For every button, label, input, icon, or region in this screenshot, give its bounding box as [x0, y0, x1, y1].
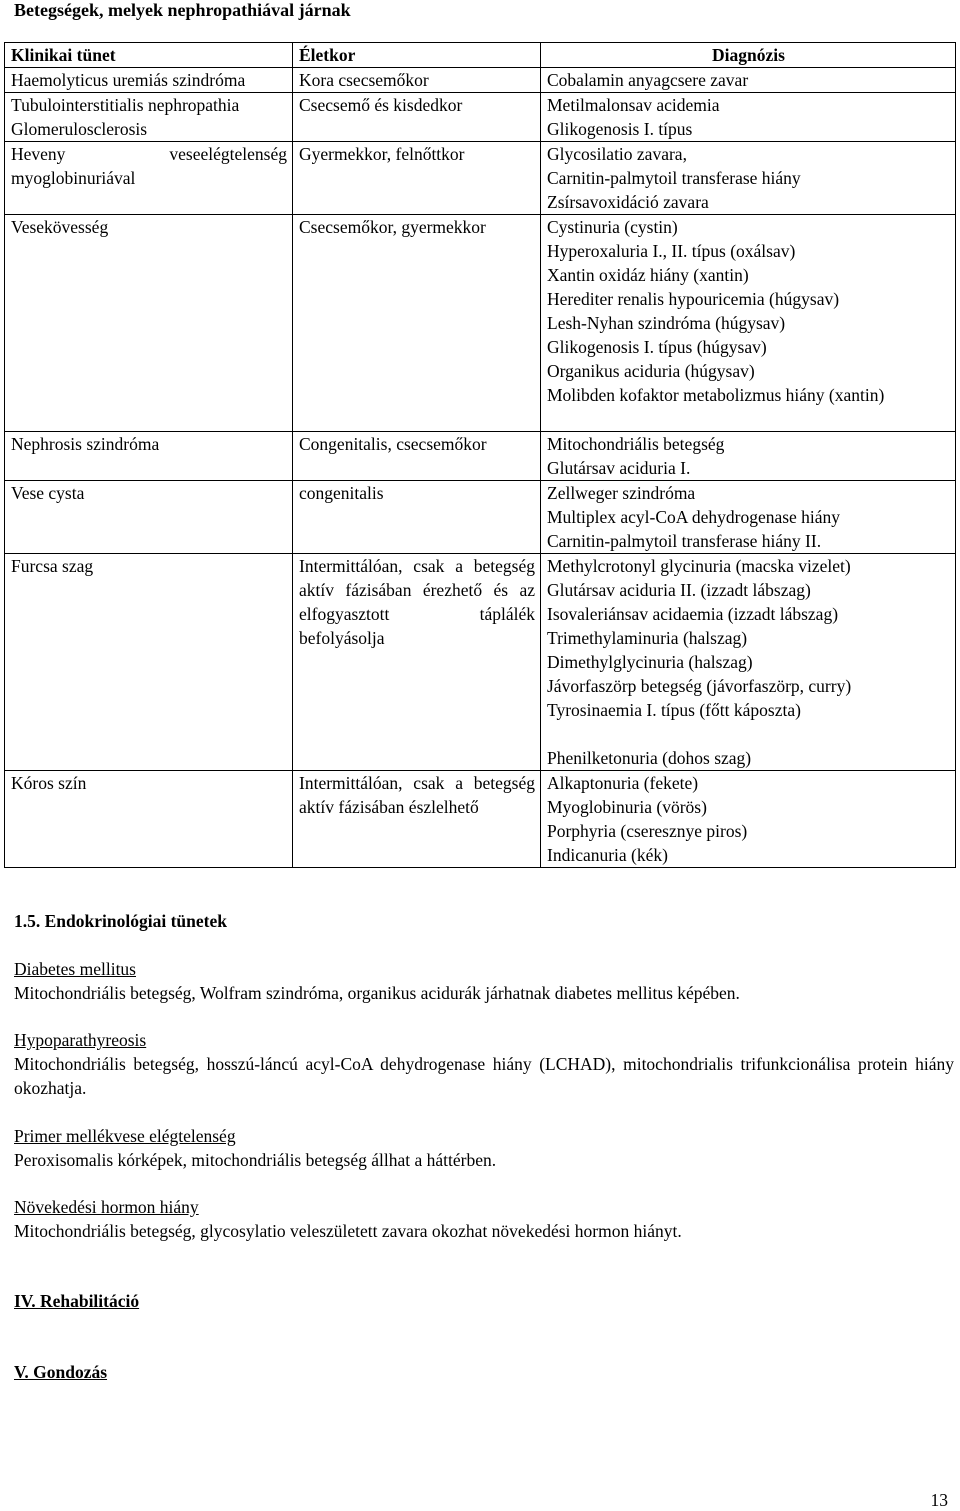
symptom-text: Glomerulosclerosis [11, 119, 148, 139]
age-cell [293, 93, 541, 142]
symptom-cell [5, 68, 293, 93]
symptom-text: Haemolyticus uremiás szindróma [11, 70, 246, 90]
diagnosis-cell [541, 554, 956, 771]
symptom-cell [5, 93, 293, 142]
paragraph-title: Hypoparathyreosis [14, 1030, 147, 1050]
diagnosis-item: Tyrosinaemia I. típus (főtt káposzta) [547, 700, 801, 720]
symptom-text: Kóros szín [11, 773, 87, 793]
age-cell [293, 771, 541, 868]
age-cell [293, 142, 541, 215]
paragraph-growth-hormone [14, 1195, 954, 1243]
age-text: Intermittálóan, csak a betegség aktív fázisában érezhető és az elfogyasztott táplálék befolyásolja [299, 556, 535, 648]
diagnosis-item: Herediter renalis hypouricemia (húgysav) [547, 289, 840, 309]
age-text: Intermittálóan, csak a betegség aktív fázisában észlelhető [299, 773, 535, 817]
paragraph-text: Mitochondriális betegség, glycosylatio veleszületett zavara okozhat növekedési hormon hiányt. [14, 1221, 682, 1241]
diagnosis-item: Metilmalonsav acidemia [547, 95, 720, 115]
table-row [5, 215, 956, 432]
diagnosis-item: Glikogenosis I. típus (húgysav) [547, 337, 767, 357]
table-row [5, 481, 956, 554]
diagnosis-cell [541, 771, 956, 868]
diagnosis-item: Zellweger szindróma [547, 483, 696, 503]
symptom-text: Furcsa szag [11, 556, 94, 576]
symptom-text: Vesekövesség [11, 217, 109, 237]
diagnosis-cell [541, 93, 956, 142]
diagnosis-item: Carnitin-palmytoil transferase hiány [547, 168, 801, 188]
diagnosis-item [547, 722, 950, 746]
age-cell [293, 554, 541, 771]
table-row [5, 432, 956, 481]
symptom-text: Nephrosis szindróma [11, 434, 160, 454]
diagnosis-item: Isovaleriánsav acidaemia (izzadt lábszag) [547, 604, 839, 624]
table-header-row [5, 43, 956, 68]
table-row [5, 554, 956, 771]
paragraph-title: Diabetes mellitus [14, 959, 136, 979]
diagnosis-cell [541, 432, 956, 481]
diagnosis-item: Cystinuria (cystin) [547, 217, 678, 237]
symptom-cell [5, 215, 293, 432]
age-text: Gyermekkor, felnőttkor [299, 144, 465, 164]
table-row [5, 93, 956, 142]
diagnosis-item: Multiplex acyl-CoA dehydrogenase hiány [547, 507, 841, 527]
diagnosis-cell [541, 215, 956, 432]
symptom-cell [5, 481, 293, 554]
symptom-cell [5, 771, 293, 868]
age-cell [293, 68, 541, 93]
diagnosis-item: Glycosilatio zavara, [547, 144, 687, 164]
diagnosis-item: Phenilketonuria (dohos szag) [547, 748, 752, 768]
diagnosis-item: Lesh-Nyhan szindróma (húgysav) [547, 313, 786, 333]
diagnosis-item: Trimethylaminuria (halszag) [547, 628, 748, 648]
diagnosis-item: Alkaptonuria (fekete) [547, 773, 699, 793]
page-heading: Betegségek, melyek nephropathiával járnak [14, 0, 351, 20]
header-age: Életkor [293, 43, 541, 68]
paragraph-text: Mitochondriális betegség, hosszú-láncú acyl-CoA dehydrogenase hiány (LCHAD), mitochondrialis trifunkcionálisa protein hiány okozhatja. [14, 1054, 954, 1098]
paragraph-diabetes [14, 957, 954, 1005]
section-title-endocrine: 1.5. Endokrinológiai tünetek [14, 911, 227, 931]
age-text: Csecsemő és kisdedkor [299, 95, 463, 115]
diagnosis-cell [541, 68, 956, 93]
diagnosis-item: Carnitin-palmytoil transferase hiány II. [547, 531, 822, 551]
diagnosis-item: Zsírsavoxidáció zavara [547, 192, 709, 212]
diagnosis-cell [541, 481, 956, 554]
diagnosis-item: Xantin oxidáz hiány (xantin) [547, 265, 749, 285]
diagnosis-item: Glikogenosis I. típus [547, 119, 693, 139]
table-row [5, 142, 956, 215]
table-row [5, 771, 956, 868]
age-cell [293, 432, 541, 481]
diagnosis-item: Molibden kofaktor metabolizmus hiány (xantin) [547, 385, 885, 405]
symptom-text: Heveny veseelégtelenség myoglobinuriával [11, 144, 287, 188]
diagnosis-item: Myoglobinuria (vörös) [547, 797, 707, 817]
diagnosis-item: Porphyria (cseresznye piros) [547, 821, 748, 841]
symptom-text: Tubulointerstitialis nephropathia [11, 95, 240, 115]
paragraph-adrenal [14, 1124, 954, 1172]
diagnosis-item: Jávorfaszörp betegség (jávorfaszörp, curry) [547, 676, 852, 696]
symptom-cell [5, 554, 293, 771]
diagnosis-item: Cobalamin anyagcsere zavar [547, 70, 749, 90]
age-cell [293, 481, 541, 554]
age-cell [293, 215, 541, 432]
header-symptom: Klinikai tünet [5, 43, 293, 68]
section-title-rehabilitation: IV. Rehabilitáció [14, 1291, 140, 1311]
paragraph-hypoparathyreosis [14, 1028, 954, 1100]
section-title-care: V. Gondozás [14, 1362, 108, 1382]
table-row [5, 68, 956, 93]
age-text: Csecsemőkor, gyermekkor [299, 217, 486, 237]
symptom-text: Vese cysta [11, 483, 85, 503]
diagnosis-item: Hyperoxaluria I., II. típus (oxálsav) [547, 241, 796, 261]
diagnosis-item: Methylcrotonyl glycinuria (macska vizelet) [547, 556, 851, 576]
paragraph-text: Peroxisomalis kórképek, mitochondriális betegség állhat a háttérben. [14, 1150, 497, 1170]
disease-table [4, 42, 956, 868]
age-text: congenitalis [299, 483, 384, 503]
diagnosis-cell [541, 142, 956, 215]
header-diagnosis: Diagnózis [541, 43, 956, 68]
diagnosis-item: Glutársav aciduria I. [547, 458, 691, 478]
diagnosis-item: Dimethylglycinuria (halszag) [547, 652, 753, 672]
paragraph-title: Primer mellékvese elégtelenség [14, 1126, 236, 1146]
diagnosis-item: Mitochondriális betegség [547, 434, 725, 454]
symptom-cell [5, 432, 293, 481]
diagnosis-item: Glutársav aciduria II. (izzadt lábszag) [547, 580, 811, 600]
paragraph-title: Növekedési hormon hiány [14, 1197, 199, 1217]
page-number: 13 [930, 1490, 948, 1510]
paragraph-text: Mitochondriális betegség, Wolfram szindróma, organikus acidurák járhatnak diabetes mellitus képében. [14, 983, 740, 1003]
age-text: Kora csecsemőkor [299, 70, 429, 90]
diagnosis-item: Organikus aciduria (húgysav) [547, 361, 755, 381]
diagnosis-item: Indicanuria (kék) [547, 845, 668, 865]
symptom-cell [5, 142, 293, 215]
age-text: Congenitalis, csecsemőkor [299, 434, 487, 454]
